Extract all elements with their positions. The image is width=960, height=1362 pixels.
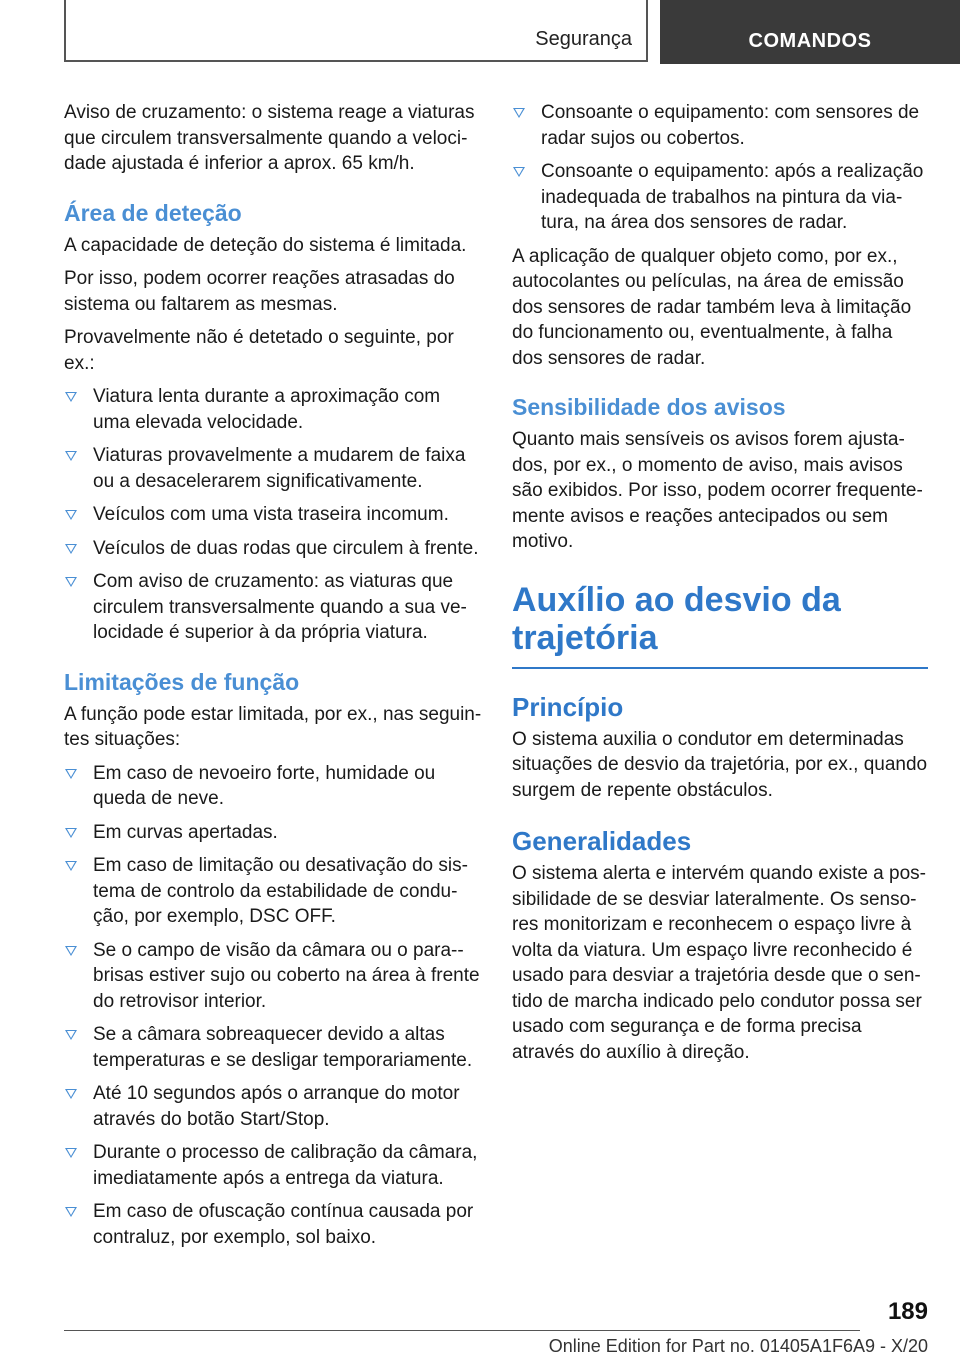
- triangle-bullet-icon: [65, 946, 77, 956]
- list-item: Em caso de ofuscação contínua causada por contraluz, por exemplo, sol baixo.: [64, 1199, 482, 1250]
- triangle-bullet-icon: [65, 861, 77, 871]
- triangle-bullet-icon: [65, 769, 77, 779]
- triangle-bullet-icon: [65, 451, 77, 461]
- area-paragraph-2: Por isso, podem ocorrer reações atrasadas do sistema ou faltarem as mesmas.: [64, 268, 455, 315]
- list-item: Se o campo de visão da câmara ou o para--brisas estiver sujo ou coberto na área à frente do retrovisor interior.: [64, 938, 482, 1015]
- area-list: [64, 384, 482, 646]
- intro-paragraph: Aviso de cruzamento: o sistema reage a viaturas que circulem transversalmente quando a veloci-dade ajustada é inferior a aprox. 65 km/h.: [64, 102, 475, 174]
- heading-principle: Princípio: [512, 691, 624, 722]
- list-item: Consoante o equipamento: após a realização inadequada de trabalhos na pintura da via-tura, na área dos sensores de radar.: [512, 159, 928, 236]
- triangle-bullet-icon: [513, 167, 525, 177]
- list-item: Em curvas apertadas.: [64, 820, 482, 846]
- list-item: Veículos com uma vista traseira incomum.: [64, 502, 482, 528]
- list-item: Se a câmara sobreaquecer devido a altas temperaturas e se desligar temporariamente.: [64, 1022, 482, 1073]
- list-item: Até 10 segundos após o arranque do motor através do botão Start/Stop.: [64, 1081, 482, 1132]
- chapter-tab-label: COMANDOS: [748, 30, 872, 52]
- section-frame: [64, 0, 648, 62]
- heading-warning-sensitivity: Sensibilidade dos avisos: [512, 394, 786, 420]
- triangle-bullet-icon: [65, 1207, 77, 1217]
- general-paragraph: O sistema alerta e intervém quando existe a pos-sibilidade de se desviar lateralmente. Os senso-res monitorizam e reconhecem o espaço livre à volta da viatura. Um espaço livre reconhecido é usado para desviar a trajetória desde que o sen-tido de marcha indicado pelo condutor possa ser usado com segurança e de forma precisa através do auxílio à direção.: [512, 863, 926, 1063]
- triangle-bullet-icon: [65, 1148, 77, 1158]
- triangle-bullet-icon: [65, 828, 77, 838]
- page-header: [0, 0, 960, 66]
- principle-paragraph: O sistema auxilia o condutor em determinadas situações de desvio da trajetória, por ex., quando surgem de repente obstáculos.: [512, 728, 928, 801]
- page-number: 189: [887, 1298, 928, 1325]
- triangle-bullet-icon: [65, 510, 77, 520]
- area-paragraph-1: A capacidade de deteção do sistema é limitada.: [64, 234, 467, 256]
- triangle-bullet-icon: [65, 544, 77, 554]
- right-column: [512, 100, 928, 1073]
- triangle-bullet-icon: [65, 1089, 77, 1099]
- triangle-bullet-icon: [65, 392, 77, 402]
- left-column: [64, 100, 482, 1258]
- heading-general: Generalidades: [512, 826, 692, 856]
- footer-edition: Online Edition for Part no. 01405A1F6A9 - X/20: [548, 1336, 928, 1356]
- heading-function-limits: Limitações de função: [64, 668, 300, 695]
- radar-paragraph: A aplicação de qualquer objeto como, por ex., autocolantes ou películas, na área de emissão dos sensores de radar também leva à limitação do funcionamento ou, eventualmente, à falha dos sensores de radar.: [512, 245, 912, 369]
- list-item: Viaturas provavelmente a mudarem de faixa ou a desacelerarem significativamente.: [64, 443, 482, 494]
- list-item: Veículos de duas rodas que circulem à frente.: [64, 536, 482, 562]
- area-paragraph-3: Provavelmente não é detetado o seguinte, por ex.:: [64, 327, 454, 374]
- heading-evasion-assistant: Auxílio ao desvio da trajetória: [512, 581, 928, 669]
- list-item: Viatura lenta durante a aproximação com uma elevada velocidade.: [64, 384, 482, 435]
- footer-divider: [64, 1330, 860, 1331]
- sensitivity-paragraph: Quanto mais sensíveis os avisos forem ajusta-dos, por ex., o momento de aviso, mais avisos são exibidos. Por isso, podem ocorrer frequente-mente avisos e reações antecipados ou sem motivo.: [512, 429, 923, 552]
- list-item: Em caso de nevoeiro forte, humidade ou queda de neve.: [64, 761, 482, 812]
- sensor-list: [512, 100, 928, 236]
- heading-area-detection: Área de deteção: [64, 199, 242, 226]
- list-item: Consoante o equipamento: com sensores de radar sujos ou cobertos.: [512, 100, 928, 151]
- triangle-bullet-icon: [65, 577, 77, 587]
- limits-paragraph: A função pode estar limitada, por ex., nas seguin-tes situações:: [64, 703, 482, 750]
- limits-list: [64, 761, 482, 1251]
- section-title: Segurança: [535, 28, 632, 50]
- chapter-tab[interactable]: [660, 0, 960, 64]
- triangle-bullet-icon: [65, 1030, 77, 1040]
- list-item: Durante o processo de calibração da câmara, imediatamente após a entrega da viatura.: [64, 1140, 482, 1191]
- triangle-bullet-icon: [513, 108, 525, 118]
- list-item: Com aviso de cruzamento: as viaturas que circulem transversalmente quando a sua ve-locidade é superior à da própria viatura.: [64, 569, 482, 646]
- list-item: Em caso de limitação ou desativação do sis-tema de controlo da estabilidade de condu-ção, por exemplo, DSC OFF.: [64, 853, 482, 930]
